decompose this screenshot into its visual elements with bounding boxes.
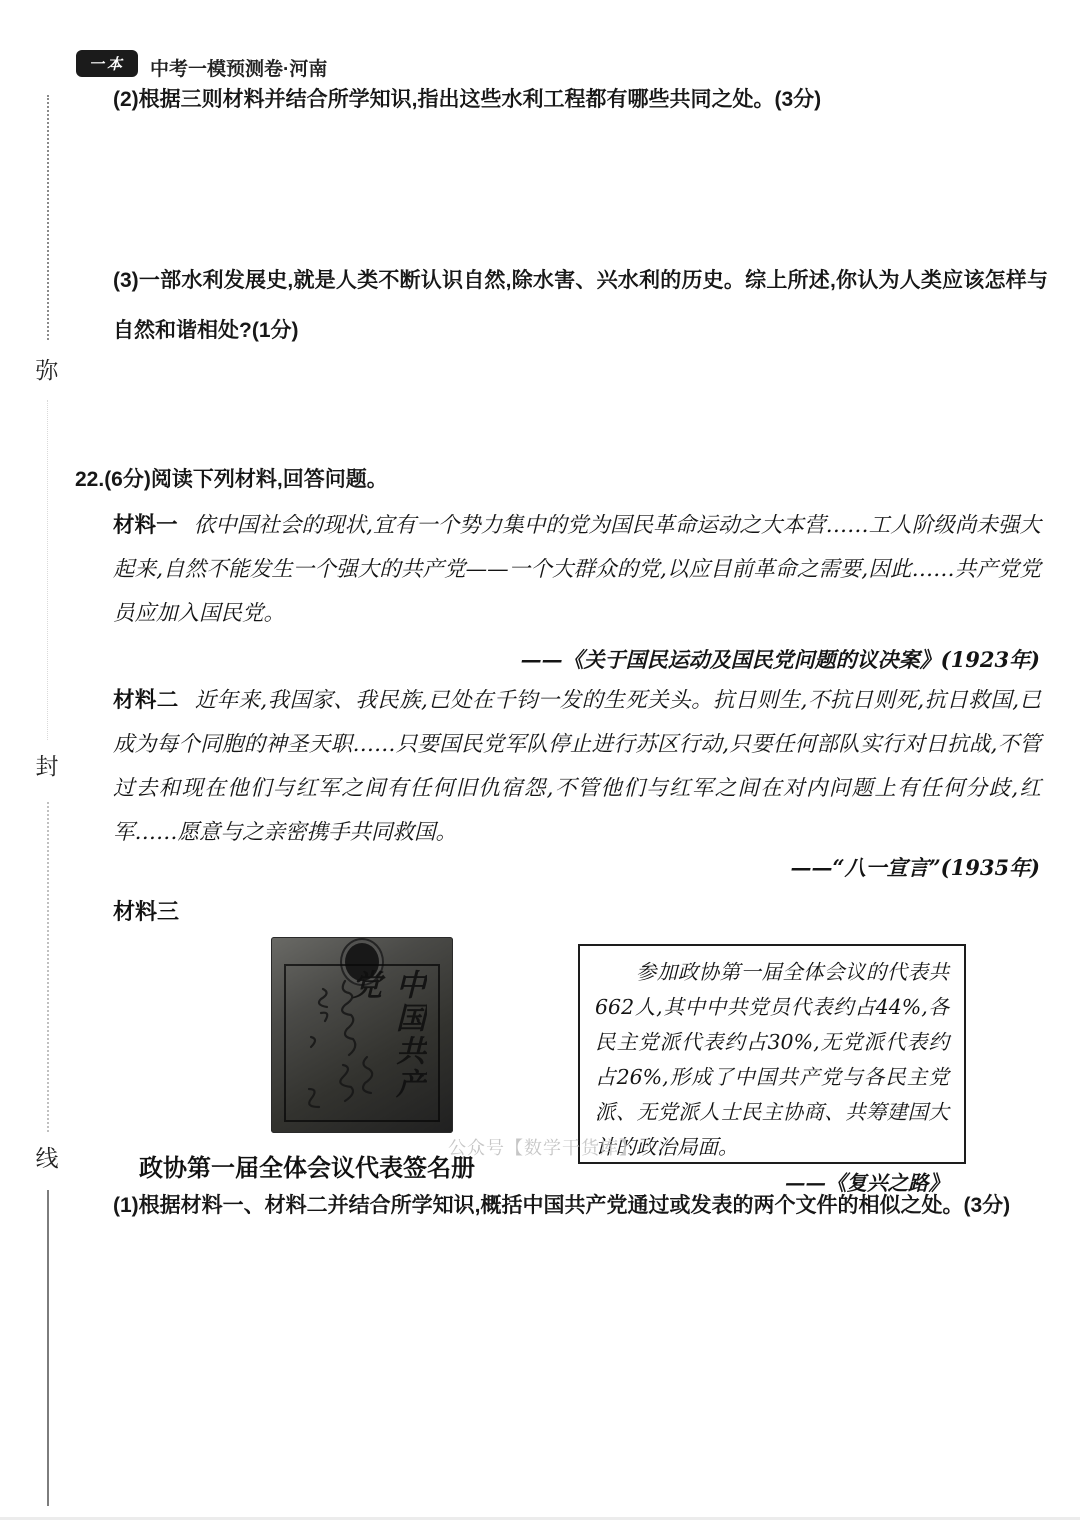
material-2-text: 近年来,我国家、我民族,已处在千钧一发的生死关头。抗日则生,不抗日则死,抗日救国,已成为每个同胞的神圣天职……只要国民党军队停止进行苏区行动,只要任何部队实行对日抗战,不管过去和现在他们与红军之间有任何旧仇宿怨,不管他们与红军之间在对内问题上有任何分歧,红军……愿意与之亲密携手共同救国。 (113, 688, 1041, 845)
material-3-source: ——《复兴之路》 (785, 1171, 949, 1195)
material-1-paragraph (113, 503, 1041, 636)
brand-logo: 一本 (76, 50, 138, 77)
material-2-label: 材料二 (113, 688, 179, 712)
material-2-paragraph (113, 678, 1041, 855)
seal-char-xian: 线 (35, 1145, 59, 1171)
seal-char-feng: 封 (35, 753, 59, 779)
seal-line-segment (47, 802, 49, 1132)
material-1-label: 材料一 (113, 513, 178, 537)
seal-line-segment (47, 1190, 49, 1506)
material-1-text: 依中国社会的现状,宜有一个势力集中的党为国民革命运动之大本营……工人阶级尚未强大起来,自然不能发生一个强大的共产党——一个大群众的党,以应目前革命之需要,因此……共产党党员应加入国民党。 (113, 513, 1041, 626)
material-3-textbox (578, 944, 966, 1195)
question-21-part2: (2)根据三则材料并结合所学知识,指出这些水利工程都有哪些共同之处。(3分) (113, 88, 822, 111)
signature-scribbles-icon (271, 937, 453, 1133)
material-3-text: 参加政协第一届全体会议的代表共662人,其中中共党员代表约占44%,各民主党派代表约占30%,无党派代表约占26%,形成了中国共产党与各民主党派、无党派人士民主协商、共筹建国大计的政治局面。 (595, 960, 949, 1159)
photo-calligraphy: 中国共产党 (346, 969, 425, 1101)
seal-line-segment (47, 400, 48, 740)
page-bottom-edge (0, 1517, 1080, 1520)
page-header-title: 中考一模预测卷·河南 (150, 59, 328, 80)
photo-caption: 政协第一届全体会议代表签名册 (139, 1155, 475, 1182)
question-21-part3: (3)一部水利发展史,就是人类不断认识自然,除水害、兴水利的历史。综上所述,你认为人类应该怎样与自然和谐相处?(1分) (113, 269, 1048, 342)
material-1-source: ——《关于国民运动及国民党问题的议决案》(1923年) (520, 647, 1040, 672)
watermark-text: 公众号【数学干货库】 (448, 1138, 638, 1158)
question-22-stem: 22.(6分)阅读下列材料,回答问题。 (75, 468, 388, 491)
seal-char-mi: 弥 (35, 357, 59, 383)
seal-line-segment (47, 95, 49, 340)
material-2-source: ——“八一宣言”(1935年) (790, 855, 1040, 880)
signature-book-photo (271, 937, 453, 1133)
question-22-part1: (1)根据材料一、材料二并结合所学知识,概括中国共产党通过或发表的两个文件的相似之处。(3分) (113, 1194, 1011, 1217)
material-3-label: 材料三 (113, 899, 180, 924)
